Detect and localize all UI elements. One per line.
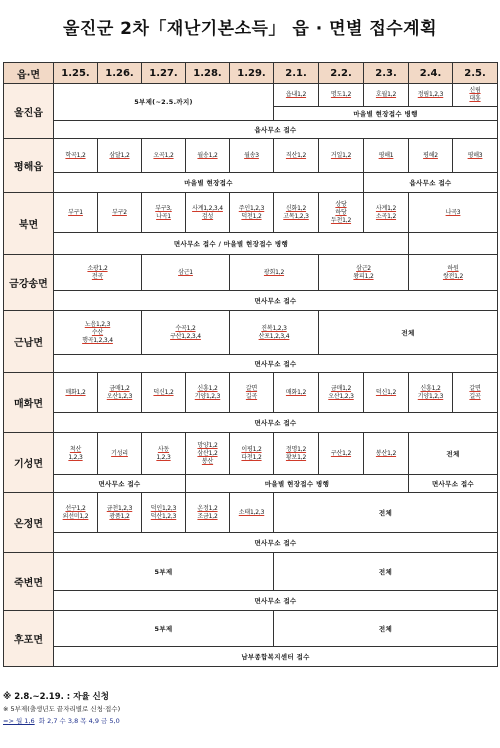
schedule-cell: 선구1,2 외선미1,2 [54, 493, 98, 533]
schedule-cell: 학곡1,2 [54, 139, 98, 173]
schedule-span: 면사무소 접수 / 마을별 현장접수 병행 [54, 233, 409, 255]
note-five-day-rule: ※ 5부제(출생년도 끝자리별로 신청·접수) [3, 705, 121, 713]
schedule-cell: 명도1,2 [319, 84, 364, 107]
schedule-span: 마을별 현장접수 병행 [274, 107, 498, 121]
town-name: 북면 [4, 193, 54, 255]
note-self-apply: ※ 2.8.~2.19. : 자율 신청 [3, 692, 109, 702]
schedule-cell: 구산1,2 [319, 433, 364, 475]
page-title: 울진군 2차「재난기본소득」 읍 · 면별 접수계획 [62, 19, 438, 39]
schedule-span: 남부종합복지센터 접수 [54, 647, 498, 667]
schedule-cell: 나곡3 [409, 193, 498, 233]
schedule-span: 5부제(~2.5.까지) [54, 84, 274, 121]
schedule-cell: 금천1,2,3 광품1,2 [98, 493, 142, 533]
schedule-span: 면사무소 접수 [409, 475, 498, 493]
table-row [4, 373, 498, 413]
note-weekday-rest: 화 2,7 수 3,8 목 4,9 금 5,0 [38, 717, 120, 725]
schedule-span: 마을별 현장접수 [54, 173, 364, 193]
schedule-span: 면사무소 접수 [54, 291, 498, 311]
schedule-cell: 덕신1,2 [364, 373, 409, 413]
schedule-cell: 삼달1,2 [98, 139, 142, 173]
schedule-span: 면사무소 접수 [54, 475, 186, 493]
table-row [4, 193, 498, 233]
header-date: 1.27. [142, 63, 186, 84]
schedule-table [3, 62, 498, 667]
schedule-cell: 소광1,2 전곡 [54, 255, 142, 291]
schedule-cell: 광회1,2 [230, 255, 319, 291]
notes [3, 690, 497, 727]
schedule-span: 전체 [409, 433, 498, 475]
schedule-cell: 매화1,2 [274, 373, 319, 413]
table-row [4, 533, 498, 553]
schedule-cell: 신화1,2 고목1,2,3 [274, 193, 319, 233]
schedule-cell: 갈면 길곡 [453, 373, 498, 413]
town-name: 울진읍 [4, 84, 54, 139]
schedule-span: 면사무소 접수 [54, 591, 498, 611]
table-row [4, 355, 498, 373]
schedule-cell: 평해3 [453, 139, 498, 173]
table-row [4, 311, 498, 355]
schedule-cell: 월송1,2 [186, 139, 230, 173]
schedule-cell: 노음1,2,3 수산 행곡1,2,3,4 [54, 311, 142, 355]
table-row [4, 413, 498, 433]
header-date: 2.1. [274, 63, 319, 84]
schedule-cell: 호월1,2 [364, 84, 409, 107]
schedule-cell: 직산1,2 [274, 139, 319, 173]
header-date: 2.2. [319, 63, 364, 84]
schedule-cell: 부구3, 나곡1 [142, 193, 186, 233]
schedule-cell: 신흥1,2 기양1,2,3 [409, 373, 453, 413]
town-name: 죽변면 [4, 553, 54, 611]
schedule-cell: 수곡1,2 구산1,2,3,4 [142, 311, 230, 355]
table-row [4, 233, 498, 255]
schedule-cell: 사계1,2 소곡1,2 [364, 193, 409, 233]
schedule-cell: 금매1,2 오산1,2,3 [319, 373, 364, 413]
schedule-cell: 평해2 [409, 139, 453, 173]
schedule-span: 면사무소 접수 [54, 413, 498, 433]
note-weekday-prefix: => 월 1,6 [3, 717, 35, 725]
header-date: 2.5. [453, 63, 498, 84]
header-date: 2.4. [409, 63, 453, 84]
table-row [4, 475, 498, 493]
header-date: 2.3. [364, 63, 409, 84]
table-row [4, 493, 498, 533]
schedule-span: 전체 [274, 493, 498, 533]
schedule-cell: 신흥1,2 기양1,2,3 [186, 373, 230, 413]
header-row [4, 63, 498, 84]
schedule-cell: 갈면 길곡 [230, 373, 274, 413]
schedule-cell: 읍내1,2 [274, 84, 319, 107]
schedule-cell: 기성리 [98, 433, 142, 475]
header-corner: 읍·면 [4, 63, 54, 84]
schedule-cell: 소태1,2,3 [230, 493, 274, 533]
table-row [4, 255, 498, 291]
table-row [4, 591, 498, 611]
schedule-cell: 거일1,2 [319, 139, 364, 173]
schedule-cell: 사동 1,2,3 [142, 433, 186, 475]
town-name: 온정면 [4, 493, 54, 553]
schedule-span: 전체 [274, 611, 498, 647]
schedule-cell: 척산 1,2,3 [54, 433, 98, 475]
schedule-cell: 온정1,2 조금1,2 [186, 493, 230, 533]
town-name: 금강송면 [4, 255, 54, 311]
schedule-span: 전체 [319, 311, 498, 355]
table-row [4, 173, 498, 193]
header-date: 1.28. [186, 63, 230, 84]
schedule-span: 읍사무소 접수 [54, 121, 498, 139]
schedule-span: 5부제 [54, 553, 274, 591]
note-weekday-schedule [3, 715, 497, 727]
schedule-cell: 부구1 [54, 193, 98, 233]
schedule-cell: 매화1,2 [54, 373, 98, 413]
table-row [4, 84, 498, 107]
schedule-cell: 금매1,2 오산1,2,3 [98, 373, 142, 413]
header-date: 1.26. [98, 63, 142, 84]
town-name: 후포면 [4, 611, 54, 667]
schedule-cell: 망양1,2 삼산1,2 봉산 [186, 433, 230, 475]
schedule-cell: 주인1,2,3 덕천1,2 [230, 193, 274, 233]
schedule-cell: 진복1,2,3 산포1,2,3,4 [230, 311, 319, 355]
schedule-span: 마을별 현장접수 병행 [186, 475, 409, 493]
schedule-cell: 정명1,2 황보1,2 [274, 433, 319, 475]
schedule-cell: 삼근2 왕피1,2 [319, 255, 409, 291]
header-date: 1.29. [230, 63, 274, 84]
town-name: 기성면 [4, 433, 54, 493]
schedule-span: 전체 [274, 553, 498, 591]
table-row [4, 611, 498, 647]
schedule-cell: 사계1,2,3,4 검성 [186, 193, 230, 233]
schedule-cell: 신림 대흥 [453, 84, 498, 107]
schedule-cell: 월송3 [230, 139, 274, 173]
schedule-span: 5부제 [54, 611, 274, 647]
schedule-span: 면사무소 접수 [54, 533, 498, 553]
schedule-cell: 평해1 [364, 139, 409, 173]
empty-cell [409, 233, 498, 255]
schedule-cell: 이평1,2 다천1,2 [230, 433, 274, 475]
schedule-cell: 봉산1,2 [364, 433, 409, 475]
schedule-cell: 덕인1,2,3 덕산1,2,3 [142, 493, 186, 533]
schedule-cell: 하원 쌍전1,2 [409, 255, 498, 291]
header-date: 1.25. [54, 63, 98, 84]
table-row [4, 553, 498, 591]
schedule-cell: 오곡1,2 [142, 139, 186, 173]
table-row [4, 291, 498, 311]
table-row [4, 139, 498, 173]
schedule-span: 면사무소 접수 [54, 355, 498, 373]
schedule-span: 읍사무소 접수 [364, 173, 498, 193]
schedule-cell: 상당 하당 두천1,2 [319, 193, 364, 233]
schedule-cell: 부구2 [98, 193, 142, 233]
table-row [4, 433, 498, 475]
table-row [4, 647, 498, 667]
town-name: 근남면 [4, 311, 54, 373]
town-name: 매화면 [4, 373, 54, 433]
schedule-cell: 삼근1 [142, 255, 230, 291]
schedule-cell: 정림1,2,3 [409, 84, 453, 107]
schedule-cell: 덕신1,2 [142, 373, 186, 413]
table-row [4, 121, 498, 139]
town-name: 평해읍 [4, 139, 54, 193]
